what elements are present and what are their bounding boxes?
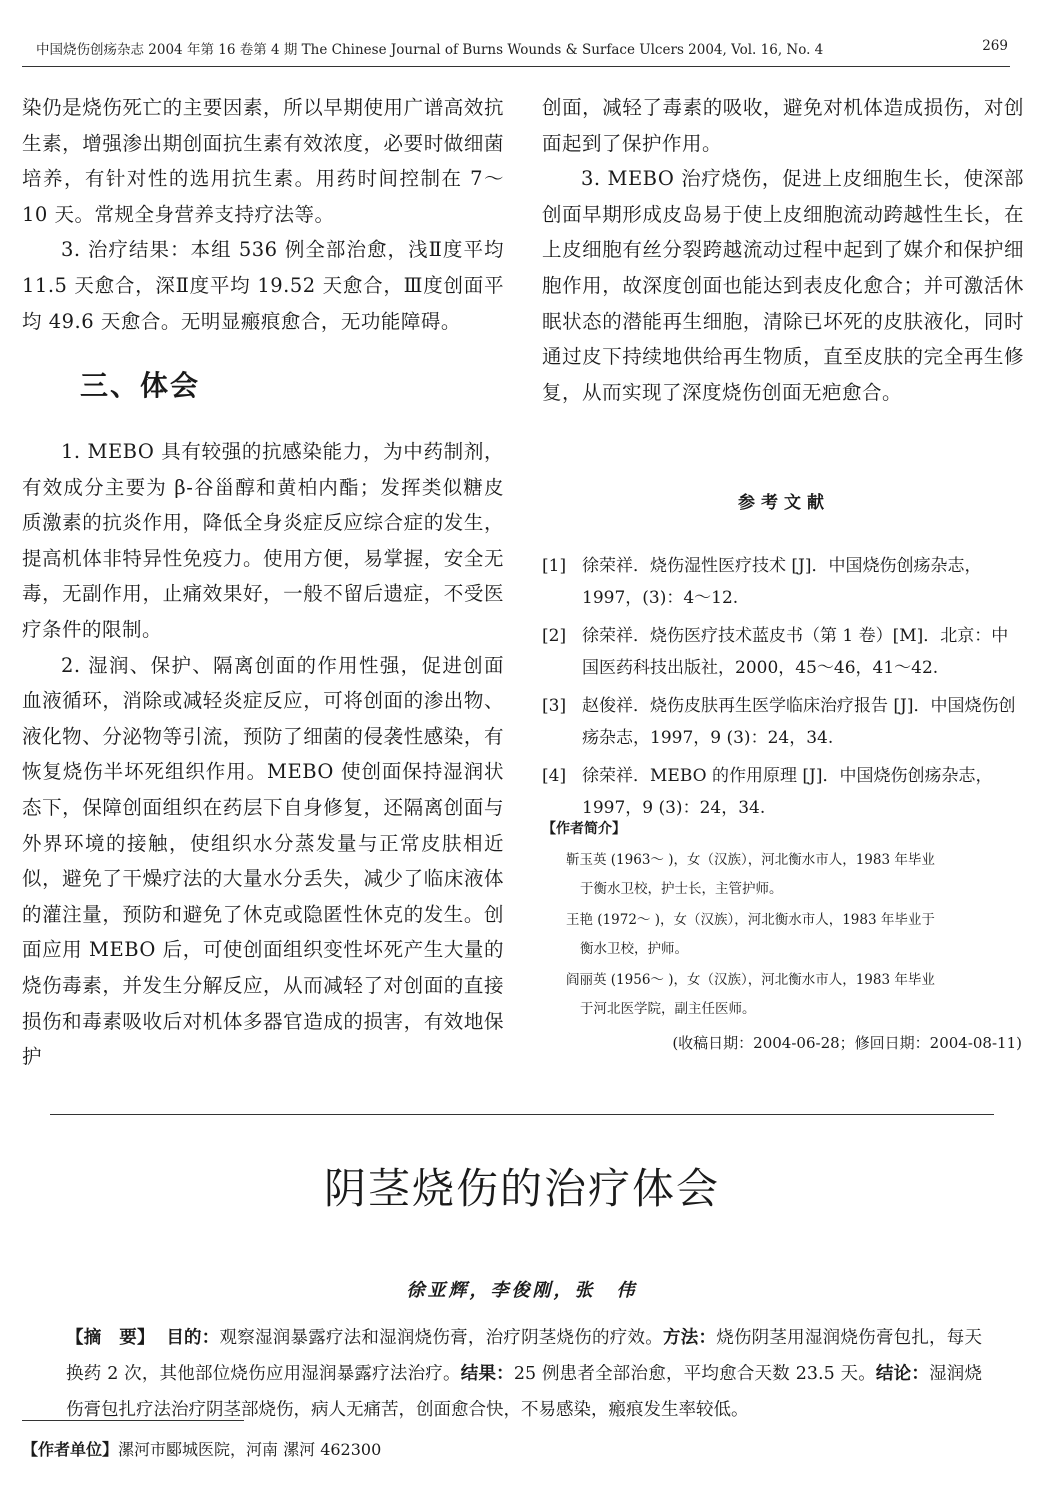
author-bio bbox=[566, 966, 1026, 1024]
references-list bbox=[542, 550, 1024, 830]
page-number: 269 bbox=[982, 38, 1008, 54]
author-bio-line: 阎丽英 (1956～ )，女（汉族），河北衡水市人，1983 年毕业 bbox=[566, 972, 935, 988]
paragraph: 3. MEBO 治疗烧伤，促进上皮细胞生长，使深部创面早期形成皮岛易于使上皮细胞流动跨越性生长，在上皮细胞有丝分裂跨越流动过程中起到了媒介和保护细胞作用，故深度创面也能达到表皮化愈合；并可激活休眠状态的潜能再生细胞，清除已坏死的皮肤液化，同时通过皮下持续地供给再生物质，直至皮肤的完全再生修复，从而实现了深度烧伤创面无疤愈合。 bbox=[542, 167, 1024, 404]
left-column-top bbox=[22, 90, 504, 339]
author-bio bbox=[566, 906, 1026, 964]
header-rule bbox=[22, 66, 1010, 67]
reference-item bbox=[542, 690, 1024, 754]
paragraph: 1. MEBO 具有较强的抗感染能力，为中药制剂，有效成分主要为 β-谷甾醇和黄柏内酯；发挥类似糖皮质激素的抗炎作用，降低全身炎症反应综合症的发生，提高机体非特异性免疫力。使用方便，易掌握，安全无毒，无副作用，止痛效果好，一般不留后遗症，不受医疗条件的限制。 bbox=[22, 440, 504, 641]
reference-number: [2] bbox=[542, 626, 567, 646]
paragraph: 创面，减轻了毒素的吸收，避免对机体造成损伤，对创面起到了保护作用。 bbox=[542, 96, 1024, 155]
running-header bbox=[36, 38, 1008, 60]
left-column-bottom bbox=[22, 434, 504, 1075]
reference-number: [1] bbox=[542, 556, 567, 576]
conclusion-label: 结论： bbox=[875, 1364, 930, 1384]
author-intro-title: 【作者简介】 bbox=[542, 821, 626, 837]
conclusion-text: 湿润烧伤膏包扎疗法治疗阴茎部烧伤，病人无痛苦，创面愈合快，不易感染，瘢痕发生率较低。 bbox=[66, 1364, 983, 1420]
received-dates: (收稿日期：2004-06-28；修回日期：2004-08-11) bbox=[672, 1034, 1022, 1052]
footnote-label: 【作者单位】 bbox=[22, 1440, 119, 1459]
right-column-top bbox=[542, 90, 1024, 410]
author-bio-line: 于衡水卫校，护士长，主管护师。 bbox=[580, 881, 783, 897]
reference-text: 赵俊祥．烧伤皮肤再生医学临床治疗报告 [J]．中国烧伤创疡杂志，1997，9 (3)：24，34. bbox=[582, 696, 1016, 748]
author-bio-line: 衡水卫校，护师。 bbox=[580, 941, 688, 957]
article-divider bbox=[50, 1114, 994, 1115]
article-title: 阴茎烧伤的治疗体会 bbox=[323, 1164, 720, 1213]
reference-text: 徐荣祥．烧伤湿性医疗技术 [J]．中国烧伤创疡杂志，1997，(3)：4～12. bbox=[582, 556, 982, 608]
footnote bbox=[22, 1437, 381, 1460]
paragraph: 3. 治疗结果：本组 536 例全部治愈，浅Ⅱ度平均 11.5 天愈合，深Ⅱ度平均 19.52 天愈合，Ⅲ度创面平均 49.6 天愈合。无明显瘢痕愈合，无功能障碍。 bbox=[22, 238, 504, 333]
section-title: 三、体会 bbox=[80, 369, 201, 402]
abstract bbox=[66, 1320, 982, 1428]
reference-text: 徐荣祥．MEBO 的作用原理 [J]．中国烧伤创疡杂志，1997，9 (3)：24，34. bbox=[582, 766, 993, 818]
method-text: 烧伤阴茎用湿润烧伤膏包扎，每天换药 2 次，其他部位烧伤应用湿润暴露疗法治疗。 bbox=[66, 1328, 983, 1384]
reference-text: 徐荣祥．烧伤医疗技术蓝皮书（第 1 卷）[M]．北京：中国医药科技出版社，2000，45～46，41～42. bbox=[582, 626, 1009, 678]
purpose-text: 观察湿润暴露疗法和湿润烧伤膏，治疗阴茎烧伤的疗效。 bbox=[219, 1328, 663, 1348]
reference-number: [3] bbox=[542, 696, 567, 716]
author-bio bbox=[566, 846, 1026, 904]
paragraph: 染仍是烧伤死亡的主要因素，所以早期使用广谱高效抗生素，增强渗出期创面抗生素有效浓度，必要时做细菌培养，有针对性的选用抗生素。用药时间控制在 7～10 天。常规全身营养支持疗法等。 bbox=[22, 96, 504, 226]
method-label: 方法： bbox=[662, 1328, 717, 1348]
paragraph: 2. 湿润、保护、隔离创面的作用性强，促进创面血液循环，消除或减轻炎症反应，可将创面的渗出物、液化物、分泌物等引流，预防了细菌的侵袭性感染，有恢复烧伤半坏死组织作用。MEBO 使创面保持湿润状态下，保障创面组织在药层下自身修复，还隔离创面与外界环境的接触，使组织水分蒸发量与正常皮肤相近似，避免了干燥疗法的大量水分丢失，减少了临床液体的灌注量，预防和避免了休克或隐匿性休克的发生。创面应用 MEBO 后，可使创面组织变性坏死产生大量的烧伤毒素，并发生分解反应，从而减轻了对创面的直接损伤和毒素吸收后对机体多器官造成的损害，有效地保护 bbox=[22, 653, 504, 1069]
journal-header: 中国烧伤创疡杂志 2004 年第 16 卷第 4 期 The Chinese Journal of Burns Wounds & Surface Ulcers 2004, Vol. 16, No. 4 bbox=[36, 42, 824, 58]
result-text: 25 例患者全部治愈，平均愈合天数 23.5 天。 bbox=[513, 1364, 876, 1384]
reference-number: [4] bbox=[542, 766, 567, 786]
purpose-label: 目的： bbox=[166, 1328, 220, 1348]
result-label: 结果： bbox=[460, 1364, 514, 1384]
references-title: 参考文献 bbox=[738, 493, 830, 513]
article-authors: 徐亚辉，李俊刚，张 伟 bbox=[406, 1280, 638, 1301]
reference-item bbox=[542, 760, 1024, 824]
author-bio-line: 王艳 (1972～ )，女（汉族），河北衡水市人，1983 年毕业于 bbox=[566, 912, 935, 928]
author-bio-line: 于河北医学院，副主任医师。 bbox=[580, 1001, 756, 1017]
author-intro-list bbox=[566, 846, 1026, 1026]
footnote-text: 漯河市郾城医院，河南 漯河 462300 bbox=[118, 1440, 382, 1459]
abstract-label: 【摘 要】 bbox=[66, 1328, 155, 1348]
reference-item bbox=[542, 620, 1024, 684]
reference-item bbox=[542, 550, 1024, 614]
author-bio-line: 靳玉英 (1963～ )，女（汉族），河北衡水市人，1983 年毕业 bbox=[566, 852, 935, 868]
footnote-rule bbox=[22, 1420, 244, 1421]
